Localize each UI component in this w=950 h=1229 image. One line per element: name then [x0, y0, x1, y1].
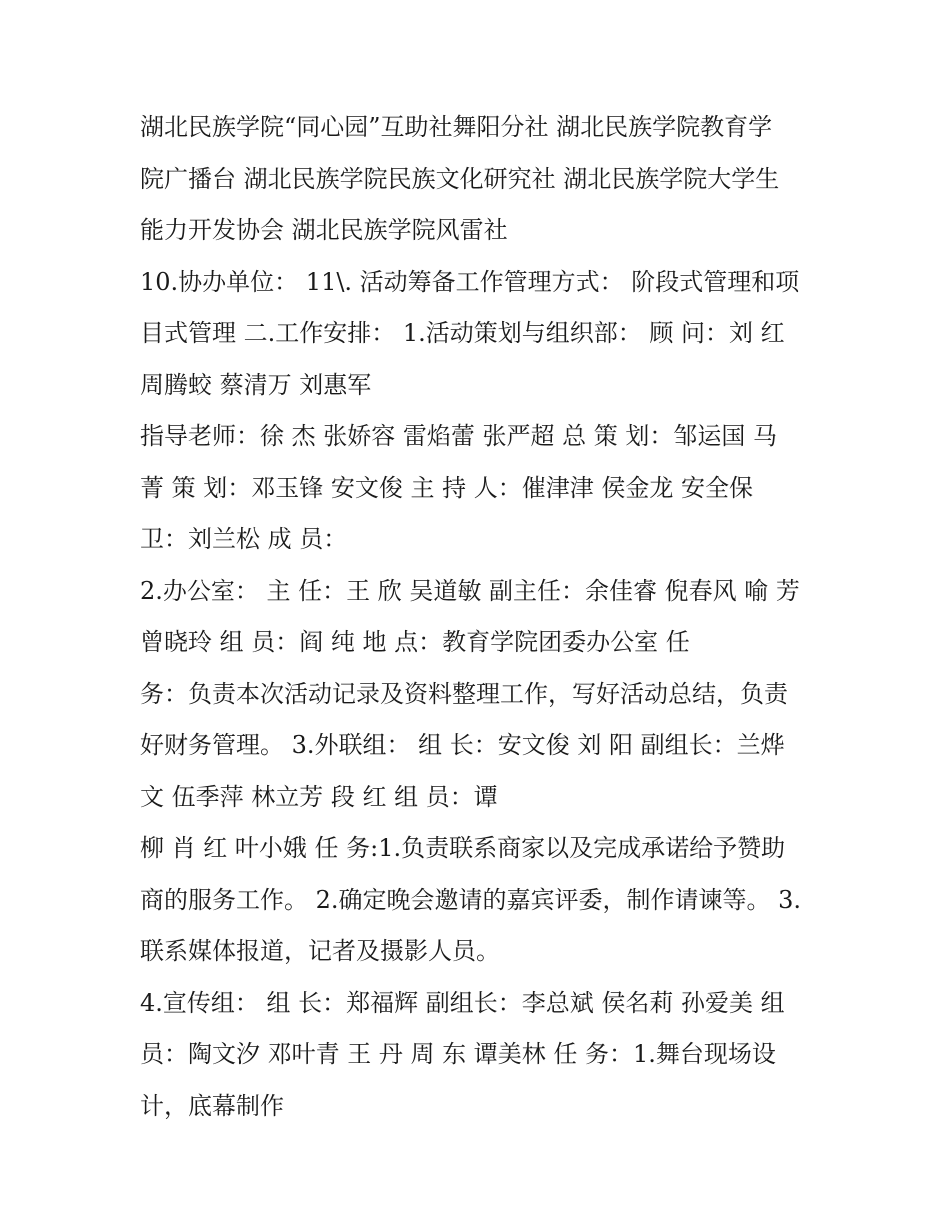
text-line: 4.宣传组： 组 长：郑福辉 副组长：李总斌 侯名莉 孙爱美 组 [140, 988, 785, 1017]
text-line: 目式管理 二.工作安排： 1.活动策划与组织部： 顾 问：刘 红 [140, 319, 785, 347]
text-line: 员：陶文汐 邓叶青 王 丹 周 东 谭美林 任 务：1.舞台现场设 [140, 1040, 776, 1068]
text-line: 柳 肖 红 叶小娥 任 务:1.负责联系商家以及完成承诺给予赞助 [140, 834, 786, 862]
text-line: 商的服务工作。 2.确定晚会邀请的嘉宾评委，制作请谏等。 3. [140, 885, 802, 914]
text-line: 计，底幕制作 [140, 1091, 284, 1120]
text-line: 湖北民族学院“同心园”互助社舞阳分社 湖北民族学院教育学 [140, 113, 773, 141]
text-line: 周腾蛟 蔡清万 刘惠军 [140, 370, 372, 399]
text-line: 2.办公室： 主 任：王 欣 吴道敏 副主任：余佳睿 倪春风 喻 芳 [140, 576, 800, 605]
text-line: 好财务管理。 3.外联组： 组 长：安文俊 刘 阳 副组长：兰烨 [140, 731, 785, 759]
text-line: 卫：刘兰松 成 员： [140, 525, 348, 553]
text-line: 指导老师：徐 杰 张娇容 雷焰蕾 张严超 总 策 划：邹运国 马 [140, 422, 778, 450]
text-line: 10.协办单位： 11\. 活动筹备工作管理方式： 阶段式管理和项 [140, 267, 800, 296]
text-line: 联系媒体报道，记者及摄影人员。 [140, 937, 500, 965]
text-line: 务：负责本次活动记录及资料整理工作，写好活动总结，负责 [140, 679, 788, 708]
text-line: 菁 策 划：邓玉锋 安文俊 主 持 人：催津津 侯金龙 安全保 [140, 473, 754, 502]
text-line: 能力开发协会 湖北民族学院风雷社 [140, 216, 508, 244]
text-line: 院广播台 湖北民族学院民族文化研究社 湖北民族学院大学生 [140, 164, 780, 193]
document-body [140, 102, 820, 1132]
text-line: 文 伍季萍 林立芳 段 红 组 员：谭 [140, 782, 498, 811]
text-line: 曾晓玲 组 员：阎 纯 地 点：教育学院团委办公室 任 [140, 628, 690, 656]
